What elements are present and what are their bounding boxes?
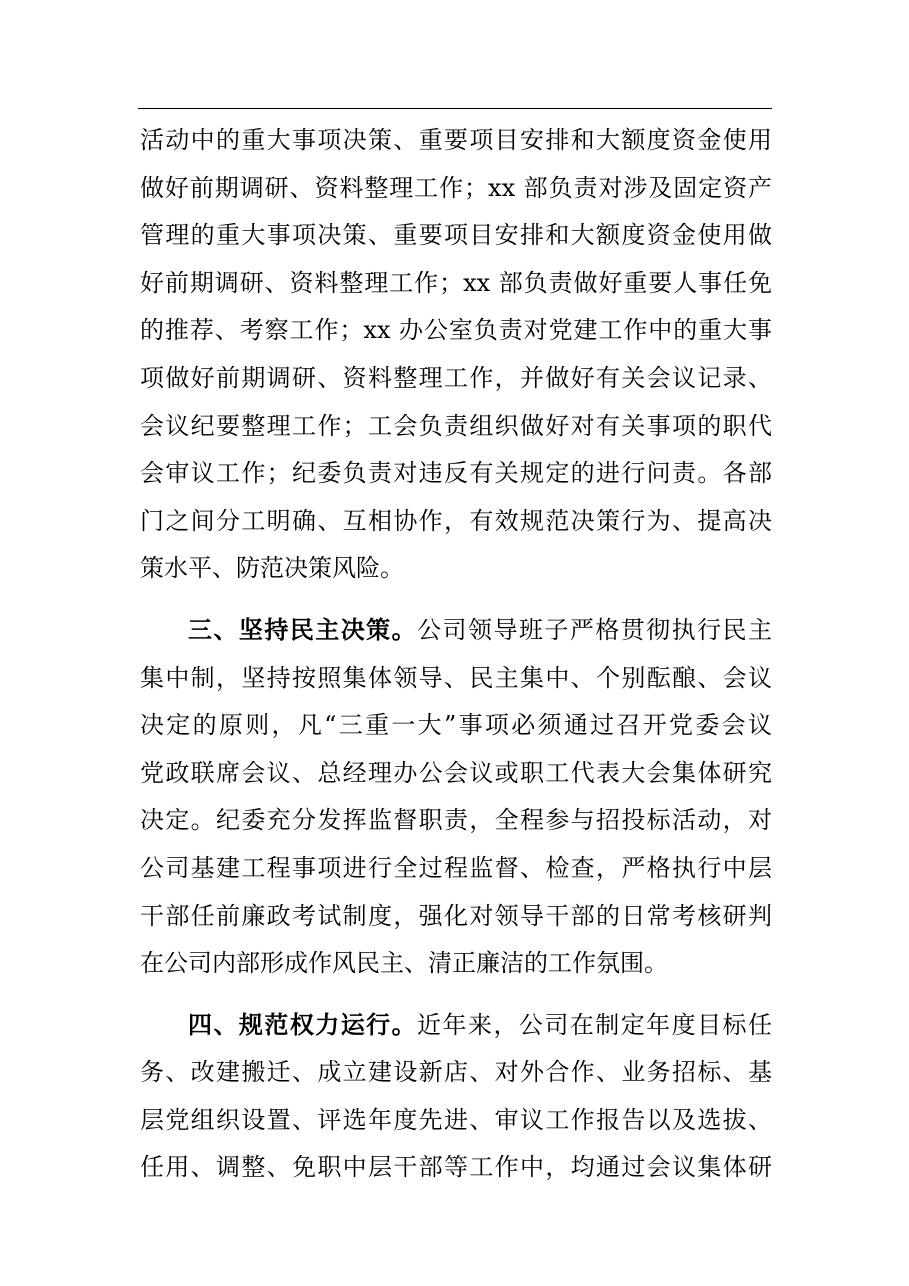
continuation-paragraph (140, 117, 772, 593)
section-heading: 三、坚持民主决策。 (188, 615, 418, 644)
text-line: 管理的重大事项决策、重要项目安排和大额度资金使用做 (140, 221, 772, 250)
section-4-paragraph (140, 1002, 772, 1192)
text-line: 做好前期调研、资料整理工作；xx 部负责对涉及固定资产 (140, 173, 772, 202)
text-line: 在公司内部形成作风民主、清正廉洁的工作氛围。 (140, 949, 668, 978)
document-body (140, 117, 772, 1192)
text-line: 好前期调研、资料整理工作；xx 部负责做好重要人事任免 (140, 268, 772, 297)
text-line: 门之间分工明确、互相协作，有效规范决策行为、提高决 (140, 506, 772, 535)
section-first-line-text: 近年来，公司在制定年度目标任 (417, 1010, 772, 1039)
section-3-paragraph (140, 607, 772, 988)
header-rule (138, 108, 772, 109)
text-line: 策水平、防范决策风险。 (140, 554, 404, 583)
section-heading: 四、规范权力运行。 (188, 1010, 418, 1039)
text-line: 干部任前廉政考试制度，强化对领导干部的日常考核研判 (140, 901, 772, 930)
section-first-line-text: 公司领导班子严格贯彻执行民主 (417, 615, 772, 644)
text-line: 项做好前期调研、资料整理工作，并做好有关会议记录、 (140, 363, 772, 392)
section-first-line (140, 1002, 772, 1050)
text-line: 公司基建工程事项进行全过程监督、检查，严格执行中层 (140, 853, 772, 882)
text-line: 决定的原则，凡“三重一大”事项必须通过召开党委会议 (140, 711, 772, 740)
text-line: 会议纪要整理工作；工会负责组织做好对有关事项的职代 (140, 411, 772, 440)
section-first-line (140, 607, 772, 655)
text-line: 党政联席会议、总经理办公会议或职工代表大会集体研究 (140, 758, 772, 787)
text-line: 务、改建搬迁、成立建设新店、对外合作、业务招标、基 (140, 1058, 772, 1087)
text-line: 层党组织设置、评选年度先进、审议工作报告以及选拔、 (140, 1105, 772, 1134)
text-line: 的推荐、考察工作；xx 办公室负责对党建工作中的重大事 (140, 316, 772, 345)
text-line: 活动中的重大事项决策、重要项目安排和大额度资金使用 (140, 126, 772, 154)
text-line: 集中制，坚持按照集体领导、民主集中、个别酝酿、会议 (140, 663, 772, 692)
text-line: 决定。纪委充分发挥监督职责，全程参与招投标活动，对 (140, 806, 772, 835)
text-line: 会审议工作；纪委负责对违反有关规定的进行问责。各部 (140, 459, 772, 488)
text-line: 任用、调整、免职中层干部等工作中，均通过会议集体研 (140, 1153, 772, 1182)
